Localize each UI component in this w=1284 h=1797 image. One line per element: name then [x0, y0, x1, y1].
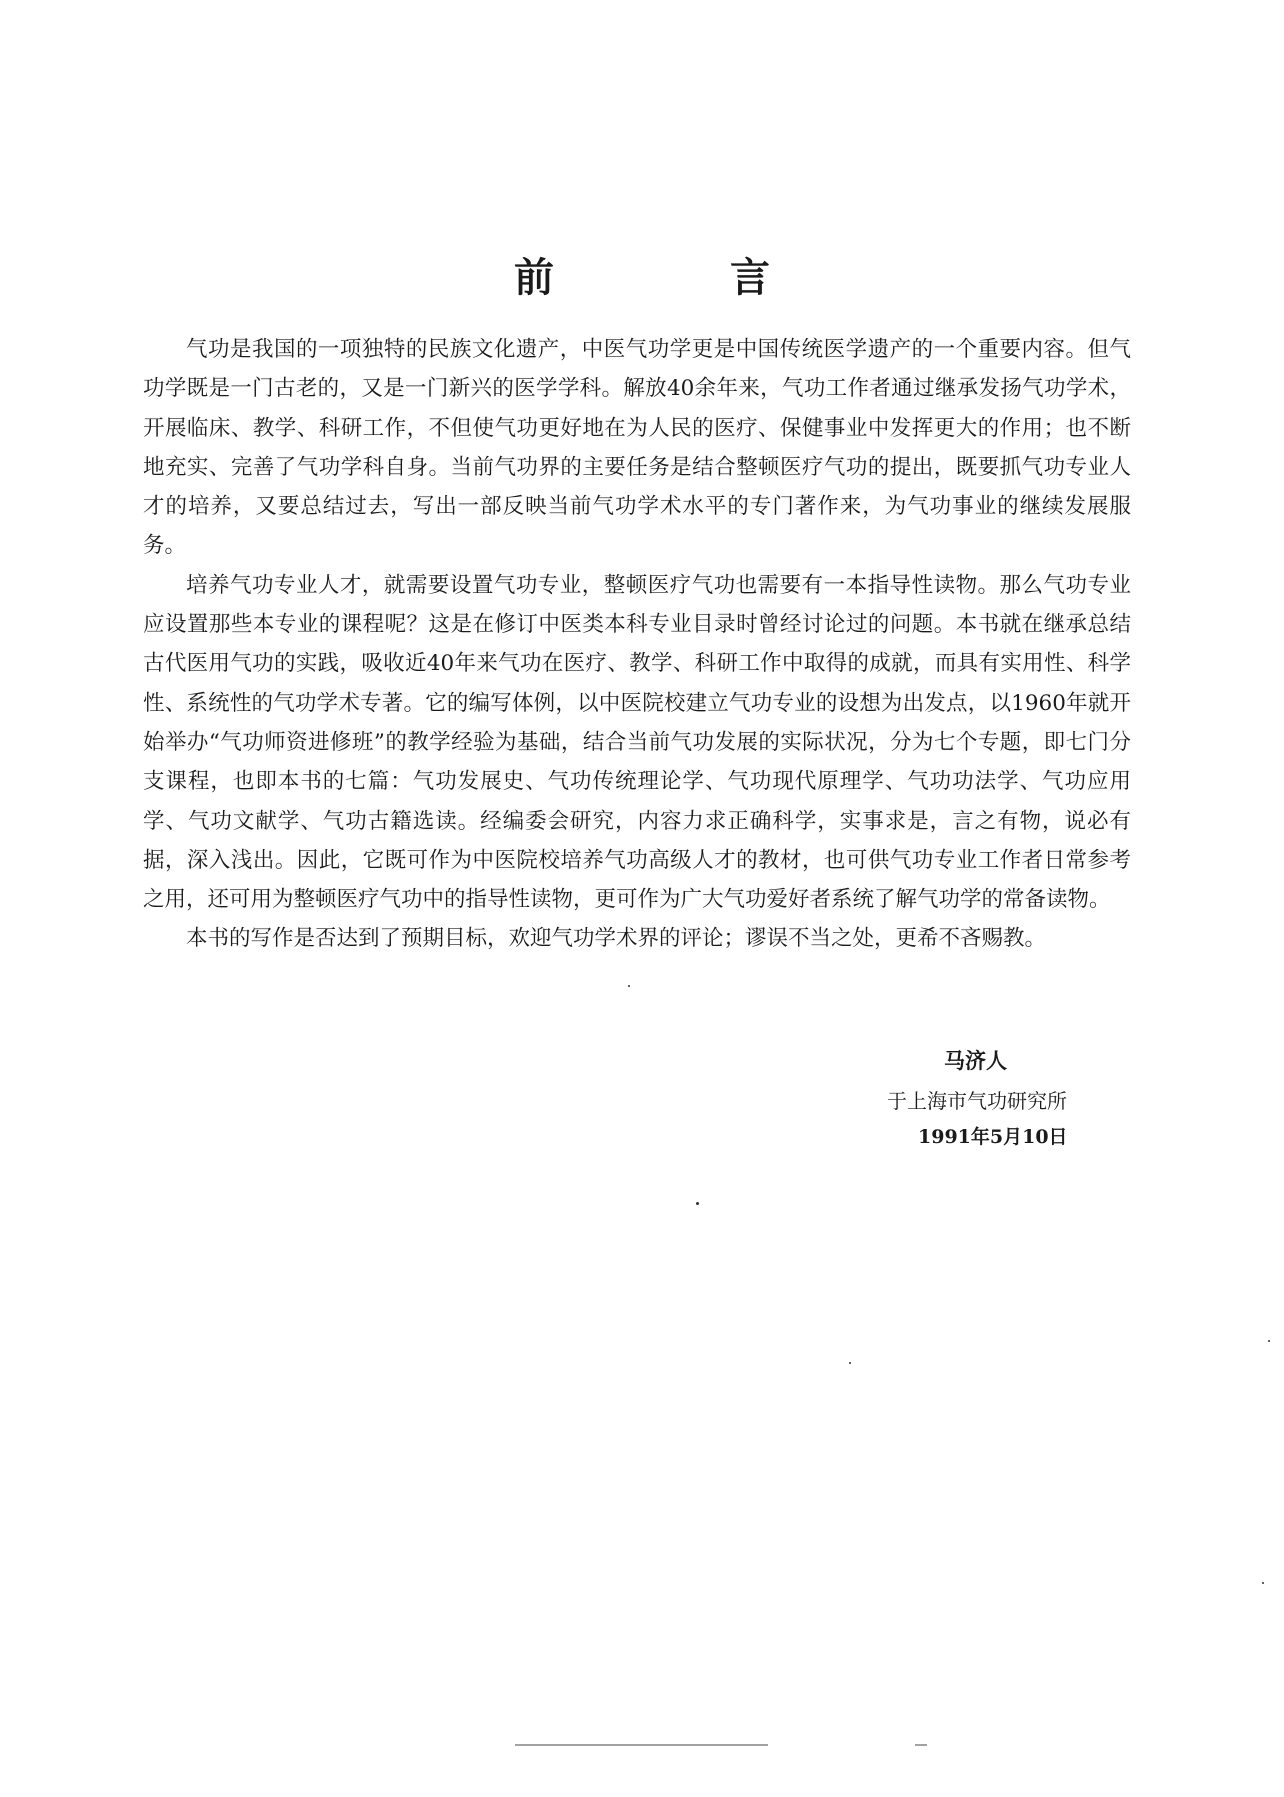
signature-organization: 于上海市气功研究所	[887, 1089, 1067, 1113]
scan-footer-rule	[515, 1744, 768, 1746]
paragraph-1: 气功是我国的一项独特的民族文化遗产，中医气功学更是中国传统医学遗产的一个重要内容。但气功学既是一门古老的，又是一门新兴的医学学科。解放40余年来，气功工作者通过继承发扬气功学术，开展临床、教学、科研工作，不但使气功更好地在为人民的医疗、保健事业中发挥更大的作用；也不断地充实、完善了气功学科自身。当前气功界的主要任务是结合整顿医疗气功的提出，既要抓气功专业人才的培养，又要总结过去，写出一部反映当前气功学术水平的专门著作来，为气功事业的继续发展服务。	[143, 337, 1131, 559]
paragraph-2: 培养气功专业人才，就需要设置气功专业，整顿医疗气功也需要有一本指导性读物。那么气功专业应设置那些本专业的课程呢？这是在修订中医类本科专业目录时曾经讨论过的问题。本书就在继承总结古代医用气功的实践，吸收近40年来气功在医疗、教学、科研工作中取得的成就，而具有实用性、科学性、系统性的气功学术专著。它的编写体例，以中医院校建立气功专业的设想为出发点，以1960年就开始举办“气功师资进修班”的教学经验为基础，结合当前气功发展的实际状况，分为七个专题，即七门分支课程，也即本书的七篇：气功发展史、气功传统理论学、气功现代原理学、气功功法学、气功应用学、气功文献学、气功古籍选读。经编委会研究，内容力求正确科学，实事求是，言之有物，说必有据，深入浅出。因此，它既可作为中医院校培养气功高级人才的教材，也可供气功专业工作者日常参考之用，还可用为整顿医疗气功中的指导性读物，更可作为广大气功爱好者系统了解气功学的常备读物。	[143, 572, 1131, 913]
scan-speck	[849, 1362, 851, 1364]
page-title: 前 言	[514, 254, 838, 301]
signature-date: 1991年5月10日	[918, 1126, 1068, 1148]
preface-body	[143, 330, 1131, 959]
scan-speck	[628, 985, 630, 987]
scan-speck	[1262, 1582, 1264, 1584]
paragraph-3: 本书的写作是否达到了预期目标，欢迎气功学术界的评论；谬误不当之处，更希不吝赐教。	[186, 926, 1047, 952]
signature-name: 马济人	[944, 1048, 1007, 1073]
scan-speck	[696, 1202, 699, 1205]
scan-speck	[1268, 1340, 1270, 1342]
scan-footer-rule	[915, 1744, 927, 1746]
